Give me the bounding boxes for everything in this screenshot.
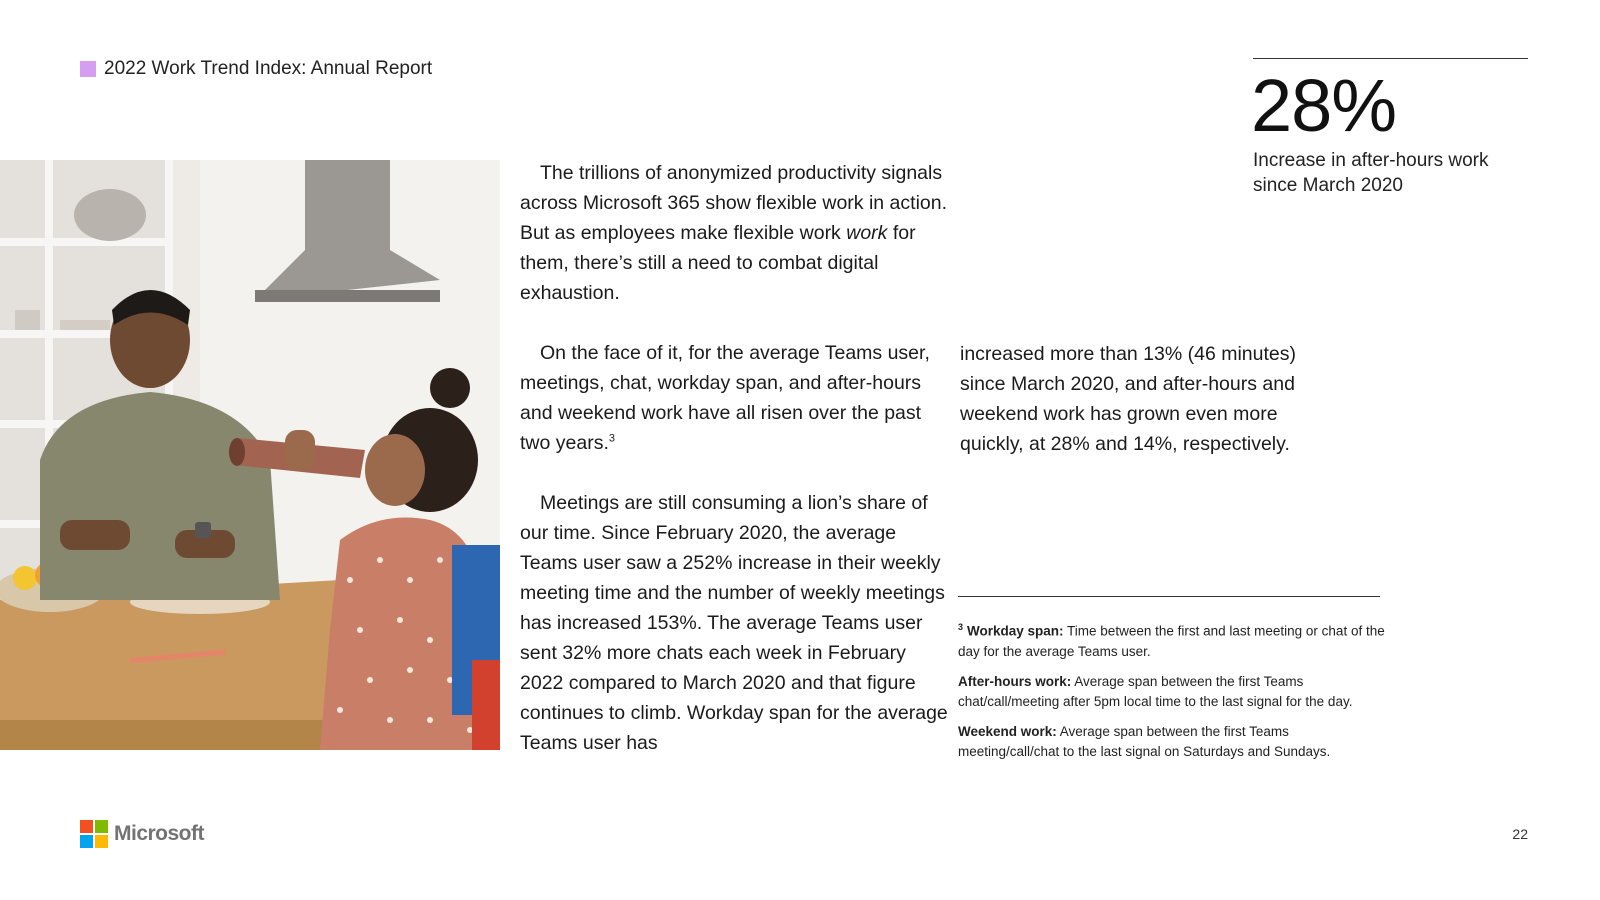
report-title: 2022 Work Trend Index: Annual Report [104, 58, 433, 79]
microsoft-logo-icon [80, 820, 108, 848]
paragraph-2 [520, 338, 950, 458]
microsoft-logo-wordmark: Microsoft [114, 822, 204, 845]
footnote-workday-span [958, 617, 1388, 662]
body-column-left [520, 158, 950, 788]
stat-divider [1253, 58, 1528, 59]
footnote-text: Average span between the first Teams chat/call/meeting after 5pm local time to the last signal for the day. [958, 673, 1353, 709]
footnote-weekend [958, 722, 1388, 762]
footnote-term: Workday span: [967, 623, 1064, 639]
paragraph-3-text: Meetings are still consuming a lion’s share of our time. Since February 2020, the average Teams user saw a 252% increase in their weekly meeting time and the number of weekly meetings has increased 153%. The average Teams user sent 32% more chats each week in February 2022 compared to March 2020 and that figure continues to climb. Workday span for the average Teams user has [520, 492, 948, 754]
stat-caption: Increase in after-hours work since March 2020 [1253, 150, 1489, 196]
kitchen-photo-illustration [0, 160, 500, 750]
kitchen-photo [0, 160, 500, 750]
footnote-term: After-hours work: [958, 673, 1072, 689]
footnote-after-hours [958, 672, 1388, 712]
footnote-text: Time between the first and last meeting or chat of the day for the average Teams user. [958, 623, 1385, 659]
paragraph-2-text: On the face of it, for the average Teams user, meetings, chat, workday span, and after-hours and weekend work have all risen over the past two years. [520, 342, 930, 454]
paragraph-1-text-b: for them, there’s still a need to combat digital exhaustion. [520, 222, 916, 304]
footnote-ref-3[interactable]: 3 [608, 432, 615, 445]
footnote-text: Average span between the first Teams meeting/call/chat to the last signal on Saturdays and Sundays. [958, 723, 1331, 759]
paragraph-1 [520, 158, 950, 308]
paragraph-3 [520, 488, 950, 758]
paragraph-3-continued-text: increased more than 13% (46 minutes) since March 2020, and after-hours and weekend work has grown even more quickly, at 28% and 14%, respectively. [960, 343, 1297, 455]
footnote-term: Weekend work: [958, 723, 1057, 739]
footnote-number: 3 [958, 622, 964, 632]
paragraph-1-text-a: The trillions of anonymized productivity signals across Microsoft 365 show flexible work in action. But as employees make flexible work [520, 162, 948, 244]
report-header [80, 58, 432, 80]
header-accent-square [80, 61, 96, 77]
page-number: 22 [1512, 826, 1528, 842]
paragraph-3-continued [960, 339, 1340, 459]
footnotes [958, 617, 1388, 772]
microsoft-logo [80, 820, 204, 848]
body-column-right [960, 339, 1340, 489]
stat-value: 28% [1251, 64, 1397, 147]
paragraph-1-italic: work [846, 222, 888, 244]
footnote-divider [958, 596, 1380, 597]
